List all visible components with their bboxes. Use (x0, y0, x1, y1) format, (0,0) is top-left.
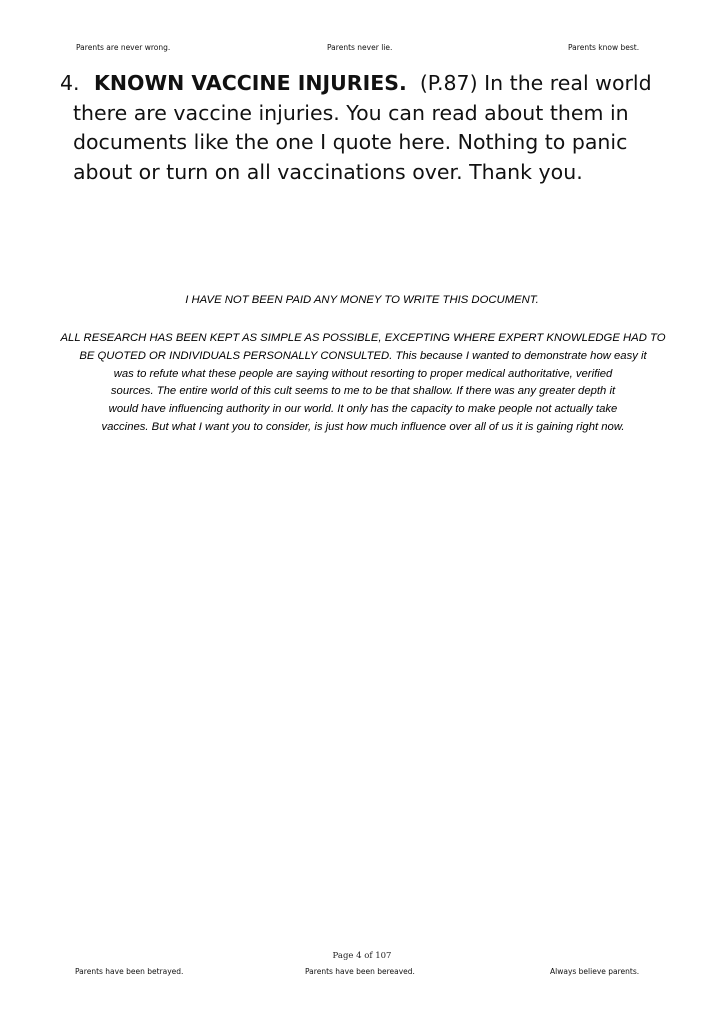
page-header (40, 43, 684, 57)
disclaimer-body (34, 330, 692, 437)
disclaimer-line: would have influencing authority in our world. It only has the capacity to make people not actually take (108, 403, 618, 416)
point-body (73, 69, 690, 187)
disclaimer-title: I HAVE NOT BEEN PAID ANY MONEY TO WRITE THIS DOCUMENT. (185, 294, 539, 306)
disclaimer-line: BE QUOTED OR INDIVIDUALS PERSONALLY CONSULTED. This because I wanted to demonstrate how easy it (79, 349, 647, 362)
header-motto-left: Parents are never wrong. (76, 43, 171, 52)
disclaimer-line: vaccines. But what I want you to consider, is just how much influence over all of us it is gaining right now. (101, 420, 625, 433)
page-number: Page 4 of 107 (332, 951, 392, 961)
page-footer (40, 967, 684, 981)
disclaimer-line: ALL RESEARCH HAS BEEN KEPT AS SIMPLE AS POSSIBLE, EXCEPTING WHERE EXPERT KNOWLEDGE HAD TO (60, 332, 666, 344)
point-number: 4. (60, 71, 80, 95)
header-motto-center: Parents never lie. (327, 43, 393, 52)
footer-motto-left: Parents have been betrayed. (75, 967, 184, 976)
footer-motto-center: Parents have been bereaved. (305, 967, 415, 976)
point-text: (P.87) In the real world there are vaccine injuries. You can read about them in documents like the one I quote here. Nothing to panic about or turn on all vaccinations over. Thank you. (73, 71, 652, 184)
point-heading: KNOWN VACCINE INJURIES. (94, 71, 407, 95)
header-motto-right: Parents know best. (568, 43, 640, 52)
disclaimer-line: was to refute what these people are saying without resorting to proper medical authoritative, verified (113, 367, 613, 380)
disclaimer-line: sources. The entire world of this cult seems to me to be that shallow. If there was any greater depth it (110, 385, 616, 398)
footer-motto-right: Always believe parents. (550, 967, 640, 976)
numbered-point (60, 69, 690, 187)
